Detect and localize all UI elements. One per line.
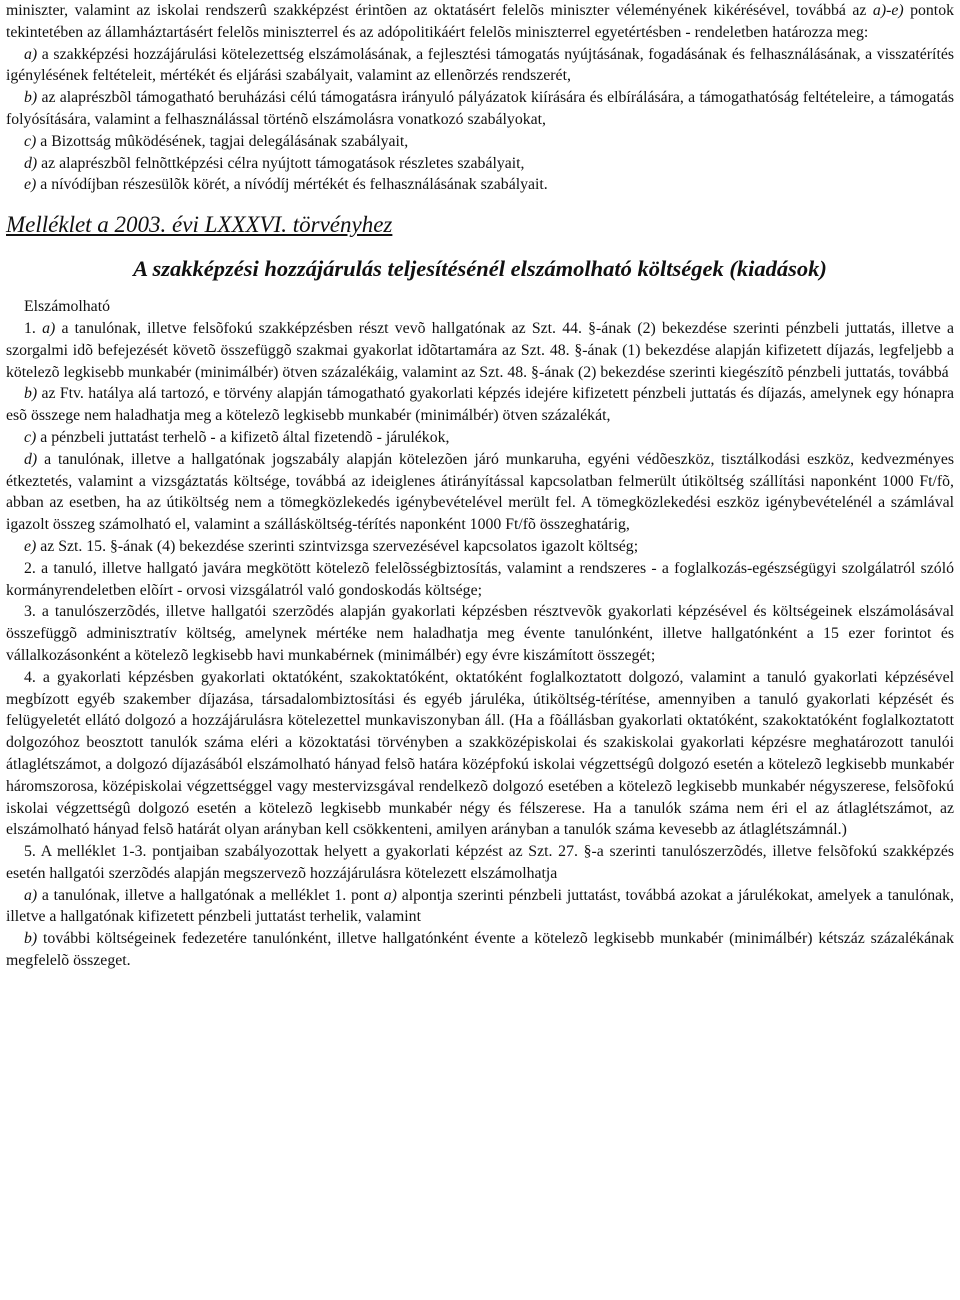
document-page [6, 0, 954, 972]
list-item [6, 174, 954, 196]
item-mark: b) [24, 385, 38, 403]
point-2: 2. a tanuló, illetve hallgató javára megkötött kötelezõ felelõsségbiztosítás, valamint a rendszeres - a foglalkozás-egészségügyi szolgálatról szóló kormányrendeletben elõírt - orvosi vizsgálatról való gondoskodás költsége; [6, 559, 954, 599]
item-mark: c) [24, 428, 37, 446]
item-text: az alaprészbõl támogatható beruházási célú támogatásra irányuló pályázatok kiírására és elbírálására, a támogathatóság feltételeire, a támogatás folyósítására, valamint a felhasználással történõ elszámolásra vonatkozó szabályokat, [6, 89, 954, 128]
list-item [6, 131, 954, 153]
item-mark: e) [24, 176, 37, 194]
item-text: a tanulónak, illetve felsõfokú szakképzésben részt vevõ hallgatónak az Szt. 44. §-ának (2) bekezdése szerinti pénzbeli juttatás, illetve a szorgalmi idõ befejezését követõ összefüggõ szakmai gyakorlat idõtartamára az Szt. 48. §-ának (1) bekezdése alapján kifizetett díjazás, legfeljebb a kötelezõ legkisebb munkabér (minimálbér) ötven százalékáig, valamint az Szt. 48. §-ának (2) bekezdése szerinti kiegészítõ pénzbeli juttatás, továbbá [6, 319, 954, 381]
point-1e [6, 536, 954, 558]
item-text: az alaprészbõl felnõttképzési célra nyújtott támogatások részletes szabályait, [37, 154, 525, 172]
item-text: az Ftv. hatálya alá tartozó, e törvény alapján támogatható gyakorlati képzés idejére kifizetett pénzbeli juttatás és díjazás, amelynek egy hónapra esõ összege nem haladhatja meg a kötelezõ legkisebb munkabér (minimálbér) ötven százalékát, [6, 385, 954, 425]
point-1d [6, 449, 954, 536]
intro-text-cont: pontok tekintetében az államháztartásért felelõs miniszterrel és az adópolitikáért felelõs miniszterrel egyetértésben - rendeletben határozza meg: [6, 2, 954, 41]
list-item [6, 44, 954, 88]
annex-title: Melléklet a 2003. évi LXXXVI. törvényhez [6, 212, 393, 238]
point-3: 3. a tanulószerzõdés, illetve hallgatói szerzõdés alapján gyakorlati képzésben résztvevõk gyakorlati képzésével és költségeinek elszámolásával összefüggõ adminisztratív költség, amelynek mértéke nem haladhatja meg évente tanulónként, illetve hallgatónként a 15 ezer forintot és vállalkozásonként a kötelezõ legkisebb havi munkabérnek (minimálbér) egy évre kiszámított összegét; [6, 603, 954, 664]
item-mark: b) [24, 930, 38, 948]
item-text: további költségeinek fedezetére tanulónként, illetve hallgatónként évente a kötelezõ legkisebb munkabér (minimálbér) kétszáz százalékának megfelelõ összeget. [6, 930, 954, 970]
item-text: a tanulónak, illetve a hallgatónak a melléklet 1. pont [37, 886, 384, 904]
item-text: a pénzbeli juttatást terhelõ - a kifizetõ által fizetendõ - járulékok, [36, 428, 450, 446]
list-item [6, 87, 954, 131]
item-mark-inline: a) [383, 886, 397, 904]
point-5b [6, 928, 954, 972]
section-label: Elszámolható [24, 298, 110, 316]
item-mark: b) [24, 89, 38, 107]
item-text-cont: alpontja szerinti pénzbeli juttatást, továbbá azokat a járulékokat, amelyek a tanulónak, illetve a hallgatónak kifizetett pénzbeli juttatást terhelik, valamint [6, 886, 954, 926]
item-mark: e) [24, 537, 37, 555]
intro-paragraph [6, 0, 954, 44]
point-1c [6, 427, 954, 449]
intro-text: miniszter, valamint az iskolai rendszerû szakképzést érintõen az oktatásért felelõs miniszter véleményének kikérésével, továbbá az [6, 2, 873, 19]
item-mark: a) [42, 319, 56, 337]
point-1a [6, 318, 954, 383]
list-item [6, 153, 954, 175]
item-text: az Szt. 15. §-ának (4) bekezdése szerinti szintvizsga szervezésével kapcsolatos igazolt költség; [36, 537, 639, 555]
point-5: 5. A melléklet 1-3. pontjaiban szabályozottak helyett a gyakorlati képzést az Szt. 27. §-a szerinti tanulószerzõdés, illetve felsõfokú szakképzés esetén hallgatói szerzõdés alapján megszervezõ hozzájárulásra kötelezett elszámolhatja [6, 843, 954, 882]
item-mark: c) [24, 132, 37, 150]
item-text: a szakképzési hozzájárulási kötelezettség elszámolásának, a fejlesztési támogatás nyújtásának, fogadásának és felhasználásának, a visszatérítés igénylésének feltételeit, mértékét és eljárási szabályait, valamint az ellenõrzés rendszerét, [6, 45, 954, 85]
intro-range: a)-e) [872, 2, 904, 19]
item-mark: a) [24, 886, 38, 904]
annex-subtitle: A szakképzési hozzájárulás teljesítésénél elszámolható költségek (kiadások) [133, 256, 827, 282]
item-text: a tanulónak, illetve a hallgatónak jogszabály alapján kötelezõen járó munkaruha, egyéni védõeszköz, tisztálkodási eszköz, kedvezményes étkeztetés, valamint a vizsgáztatás költsége, továbbá az ideiglenes átirányítással kapcsolatban felmerült útiköltség szállítási naponként 1000 Ft/fõ, abban az esetben, ha az útiköltség nem a tömegközlekedés igénybevételével merült fel. A tömegközlekedési eszköz igénybevételénél a számlával igazolt összeg számolható el, valamint a szállásköltség-térítés naponként 1000 Ft/fõ összeghatárig, [6, 450, 954, 534]
item-mark: d) [24, 450, 38, 468]
point-4: 4. a gyakorlati képzésben gyakorlati oktatóként, szakoktatóként, oktatóként foglalkoztatott dolgozó, valamint a tanuló gyakorlati képzésével megbízott egyéb szakember díjazása, társadalombiztosítási és egyéb járuléka, útiköltség-térítése, amennyiben a tanuló gyakorlati képzését és felügyeletét ellátó dolgozó a hozzájárulásra kötelezettel munkaviszonyban áll. (Ha a fõállásban gyakorlati oktatóként, szakoktatóként foglalkoztatott dolgozóhoz beosztott tanulók száma eléri a közoktatási törvényben a szakközépiskolai és szakiskolai gyakorlati képzésre meghatározott tanulói átlaglétszámot, a dolgozó díjazásából elszámolható hányad felsõ határa középfokú iskolai végzettségû dolgozó esetén a kötelezõ legkisebb munkabér háromszorosa, középiskolai végzettséggel vagy mestervizsgával rendelkezõ dolgozó esetében a kötelezõ legkisebb munkabér négyszerese, felsõfokú iskolai végzettségû dolgozó esetén a kötelezõ legkisebb munkabér négy és félszerese. Ha a tanulók száma nem éri el az átlaglétszámot, az elszámolható hányad felsõ határát olyan arányban kell csökkenteni, amilyen arányban a tanulók száma kevesebb az átlaglétszámnál.) [6, 668, 954, 839]
point-number: 1. [24, 319, 43, 337]
point-1b [6, 383, 954, 427]
point-5a [6, 885, 954, 929]
item-text: a nívódíjban részesülõk körét, a nívódíj mértékét és felhasználásának szabályait. [36, 176, 548, 194]
item-mark: a) [24, 45, 38, 63]
item-text: a Bizottság mûködésének, tagjai delegálásának szabályait, [36, 132, 409, 150]
item-mark: d) [24, 154, 38, 172]
